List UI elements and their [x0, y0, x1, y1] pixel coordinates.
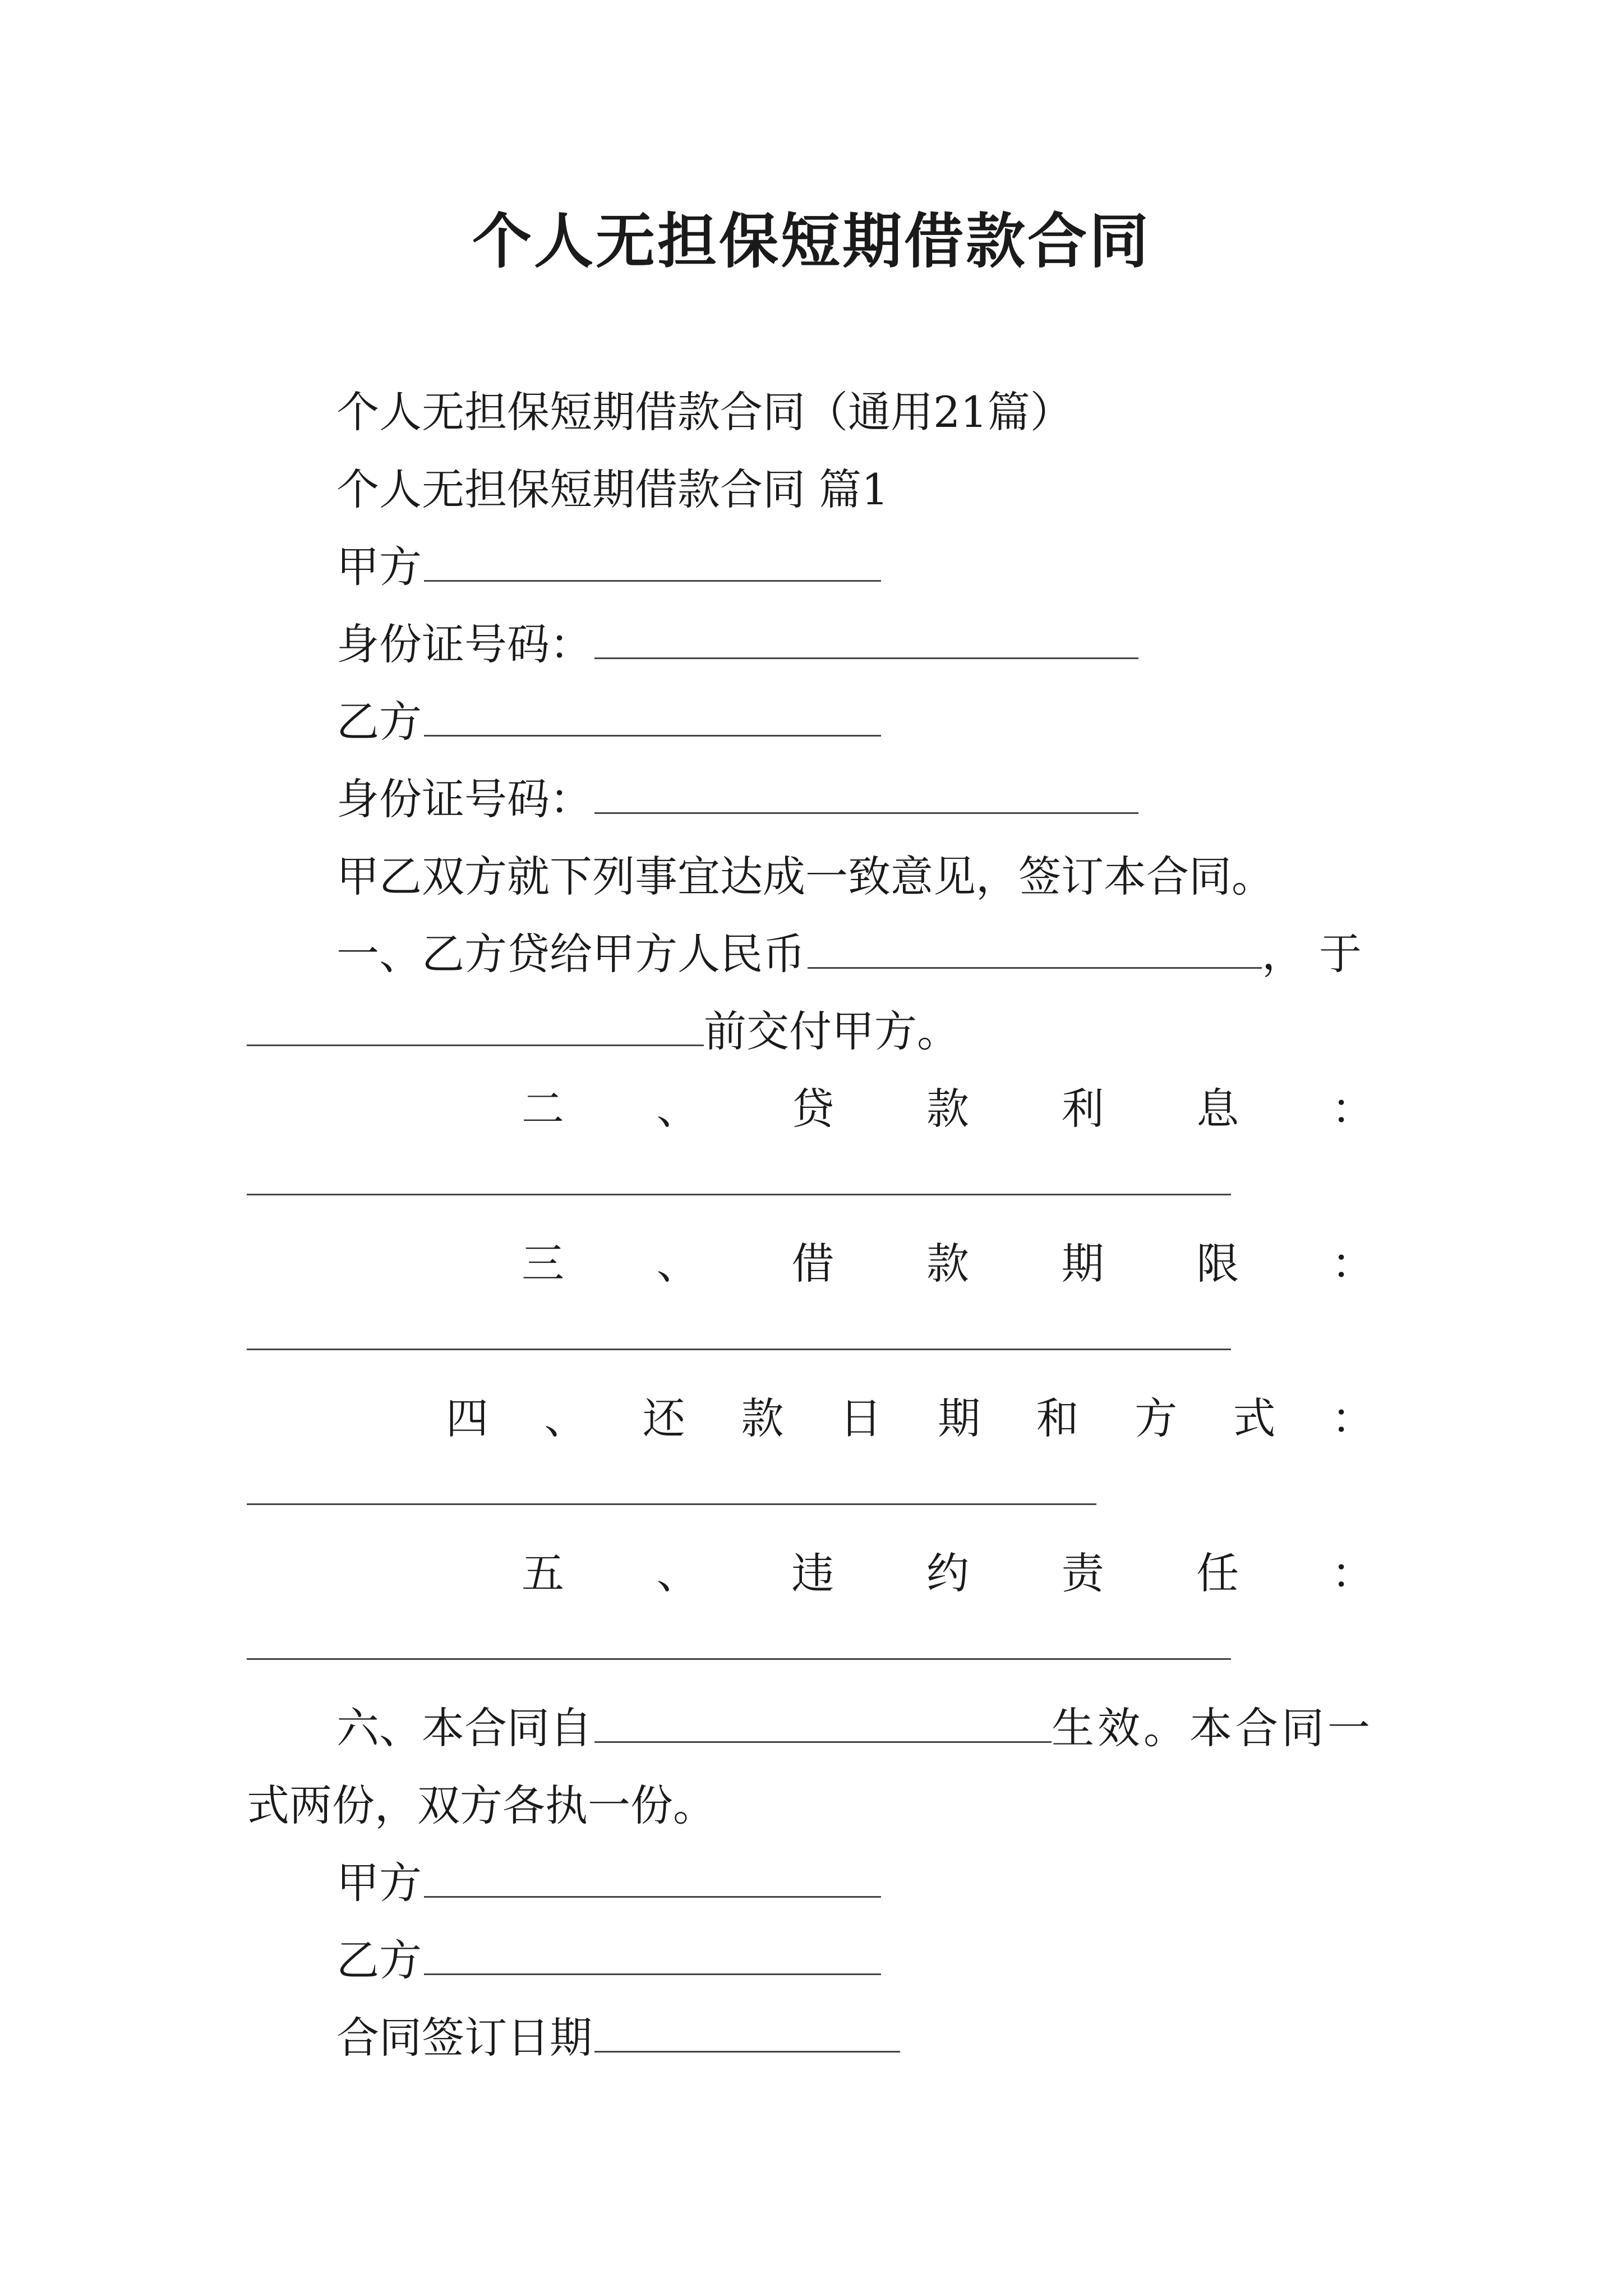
clause-5-char: ：: [1331, 1548, 1374, 1598]
clause-2-blank[interactable]: [247, 1194, 1231, 1195]
clause-3-char: 款: [926, 1239, 969, 1289]
sign-b-blank[interactable]: [424, 1934, 881, 1975]
loan-amount-blank[interactable]: [808, 928, 1262, 969]
clause-4-char: 方: [1135, 1393, 1178, 1443]
delivery-date-blank[interactable]: [247, 1005, 704, 1046]
clause-2-char: ：: [1331, 1084, 1374, 1134]
clause-2-char: 款: [926, 1084, 969, 1134]
sign-date-blank[interactable]: [594, 2012, 900, 2053]
clause-5-char: 约: [926, 1548, 969, 1598]
clause-1-text: 一、乙方贷给甲方人民币: [336, 929, 805, 979]
clause-5-heading: [247, 1543, 1374, 1604]
clause-4-char: 款: [741, 1393, 784, 1443]
id-b-label: 身份证号码：: [336, 774, 592, 824]
id-a-label: 身份证号码：: [336, 619, 592, 669]
clause-1-end: 前交付甲方。: [704, 1006, 960, 1056]
sign-b-label: 乙方: [336, 1935, 422, 1985]
document-title: 个人无担保短期借款合同: [472, 206, 1151, 276]
agreement-statement: 甲乙双方就下列事宜达成一致意见，签订本合同。: [336, 852, 1274, 901]
clause-4-char: 还: [642, 1393, 685, 1443]
clause-5-char: 责: [1061, 1548, 1104, 1598]
clause-4-heading: [247, 1388, 1374, 1450]
clause-3-char: 期: [1061, 1239, 1104, 1289]
clause-2-heading: [247, 1078, 1374, 1140]
clause-5-char: 任: [1196, 1548, 1239, 1598]
clause-3-char: 、: [656, 1239, 699, 1289]
sign-b-line: [336, 1930, 881, 1991]
sign-a-label: 甲方: [336, 1858, 422, 1908]
clause-4-char: ：: [1331, 1393, 1374, 1443]
clause-6-cont: 式两份，双方各执一份。: [247, 1780, 716, 1830]
id-a-line: [336, 614, 1138, 675]
clause-2-char: 二: [522, 1084, 564, 1134]
sign-a-line: [336, 1852, 881, 1914]
id-b-line: [336, 769, 1138, 830]
clause-5-char: 违: [791, 1548, 834, 1598]
clause-3-char: 限: [1196, 1239, 1239, 1289]
id-b-blank[interactable]: [594, 773, 1138, 814]
clause-2-char: 息: [1196, 1084, 1239, 1134]
sign-date-label: 合同签订日期: [336, 2013, 592, 2063]
clause-1-cont: [247, 1001, 960, 1062]
clause-4-char: 式: [1233, 1393, 1276, 1443]
clause-4-char: 日: [839, 1393, 882, 1443]
party-b-label: 乙方: [336, 697, 422, 747]
clause-4-blank[interactable]: [247, 1503, 1096, 1505]
party-a-label: 甲方: [336, 542, 422, 592]
sign-date-line: [336, 2007, 900, 2069]
party-a-blank[interactable]: [424, 541, 881, 582]
clause-2-char: 、: [656, 1084, 699, 1134]
party-b-blank[interactable]: [424, 696, 881, 737]
clause-6-end: 生效。本合同一: [1052, 1703, 1373, 1753]
clause-1-line: [336, 923, 1376, 985]
party-b-line: [336, 691, 881, 753]
clause-2-char: 贷: [791, 1084, 834, 1134]
subtitle: 个人无担保短期借款合同（通用21篇）: [336, 387, 1073, 437]
id-a-blank[interactable]: [594, 618, 1138, 659]
clause-3-heading: [247, 1233, 1374, 1295]
clause-3-char: ：: [1331, 1239, 1374, 1289]
clause-4-char: 和: [1036, 1393, 1079, 1443]
clause-5-char: 五: [522, 1548, 564, 1598]
clause-4-char: 期: [938, 1393, 981, 1443]
clause-4-char: 四: [446, 1393, 488, 1443]
sign-a-blank[interactable]: [424, 1857, 881, 1898]
clause-3-char: 借: [791, 1239, 834, 1289]
clause-5-char: 、: [656, 1548, 699, 1598]
party-a-line: [336, 536, 881, 598]
part-heading: 个人无担保短期借款合同 篇1: [336, 464, 889, 514]
clause-6-line: [336, 1697, 1373, 1759]
effective-date-blank[interactable]: [594, 1702, 1052, 1743]
clause-1-mid: ，于: [1262, 929, 1376, 979]
clause-3-char: 三: [522, 1239, 564, 1289]
clause-5-blank[interactable]: [247, 1658, 1231, 1660]
clause-6-text: 六、本合同自: [336, 1703, 592, 1753]
clause-3-blank[interactable]: [247, 1349, 1231, 1350]
clause-2-char: 利: [1061, 1084, 1104, 1134]
clause-4-char: 、: [544, 1393, 587, 1443]
